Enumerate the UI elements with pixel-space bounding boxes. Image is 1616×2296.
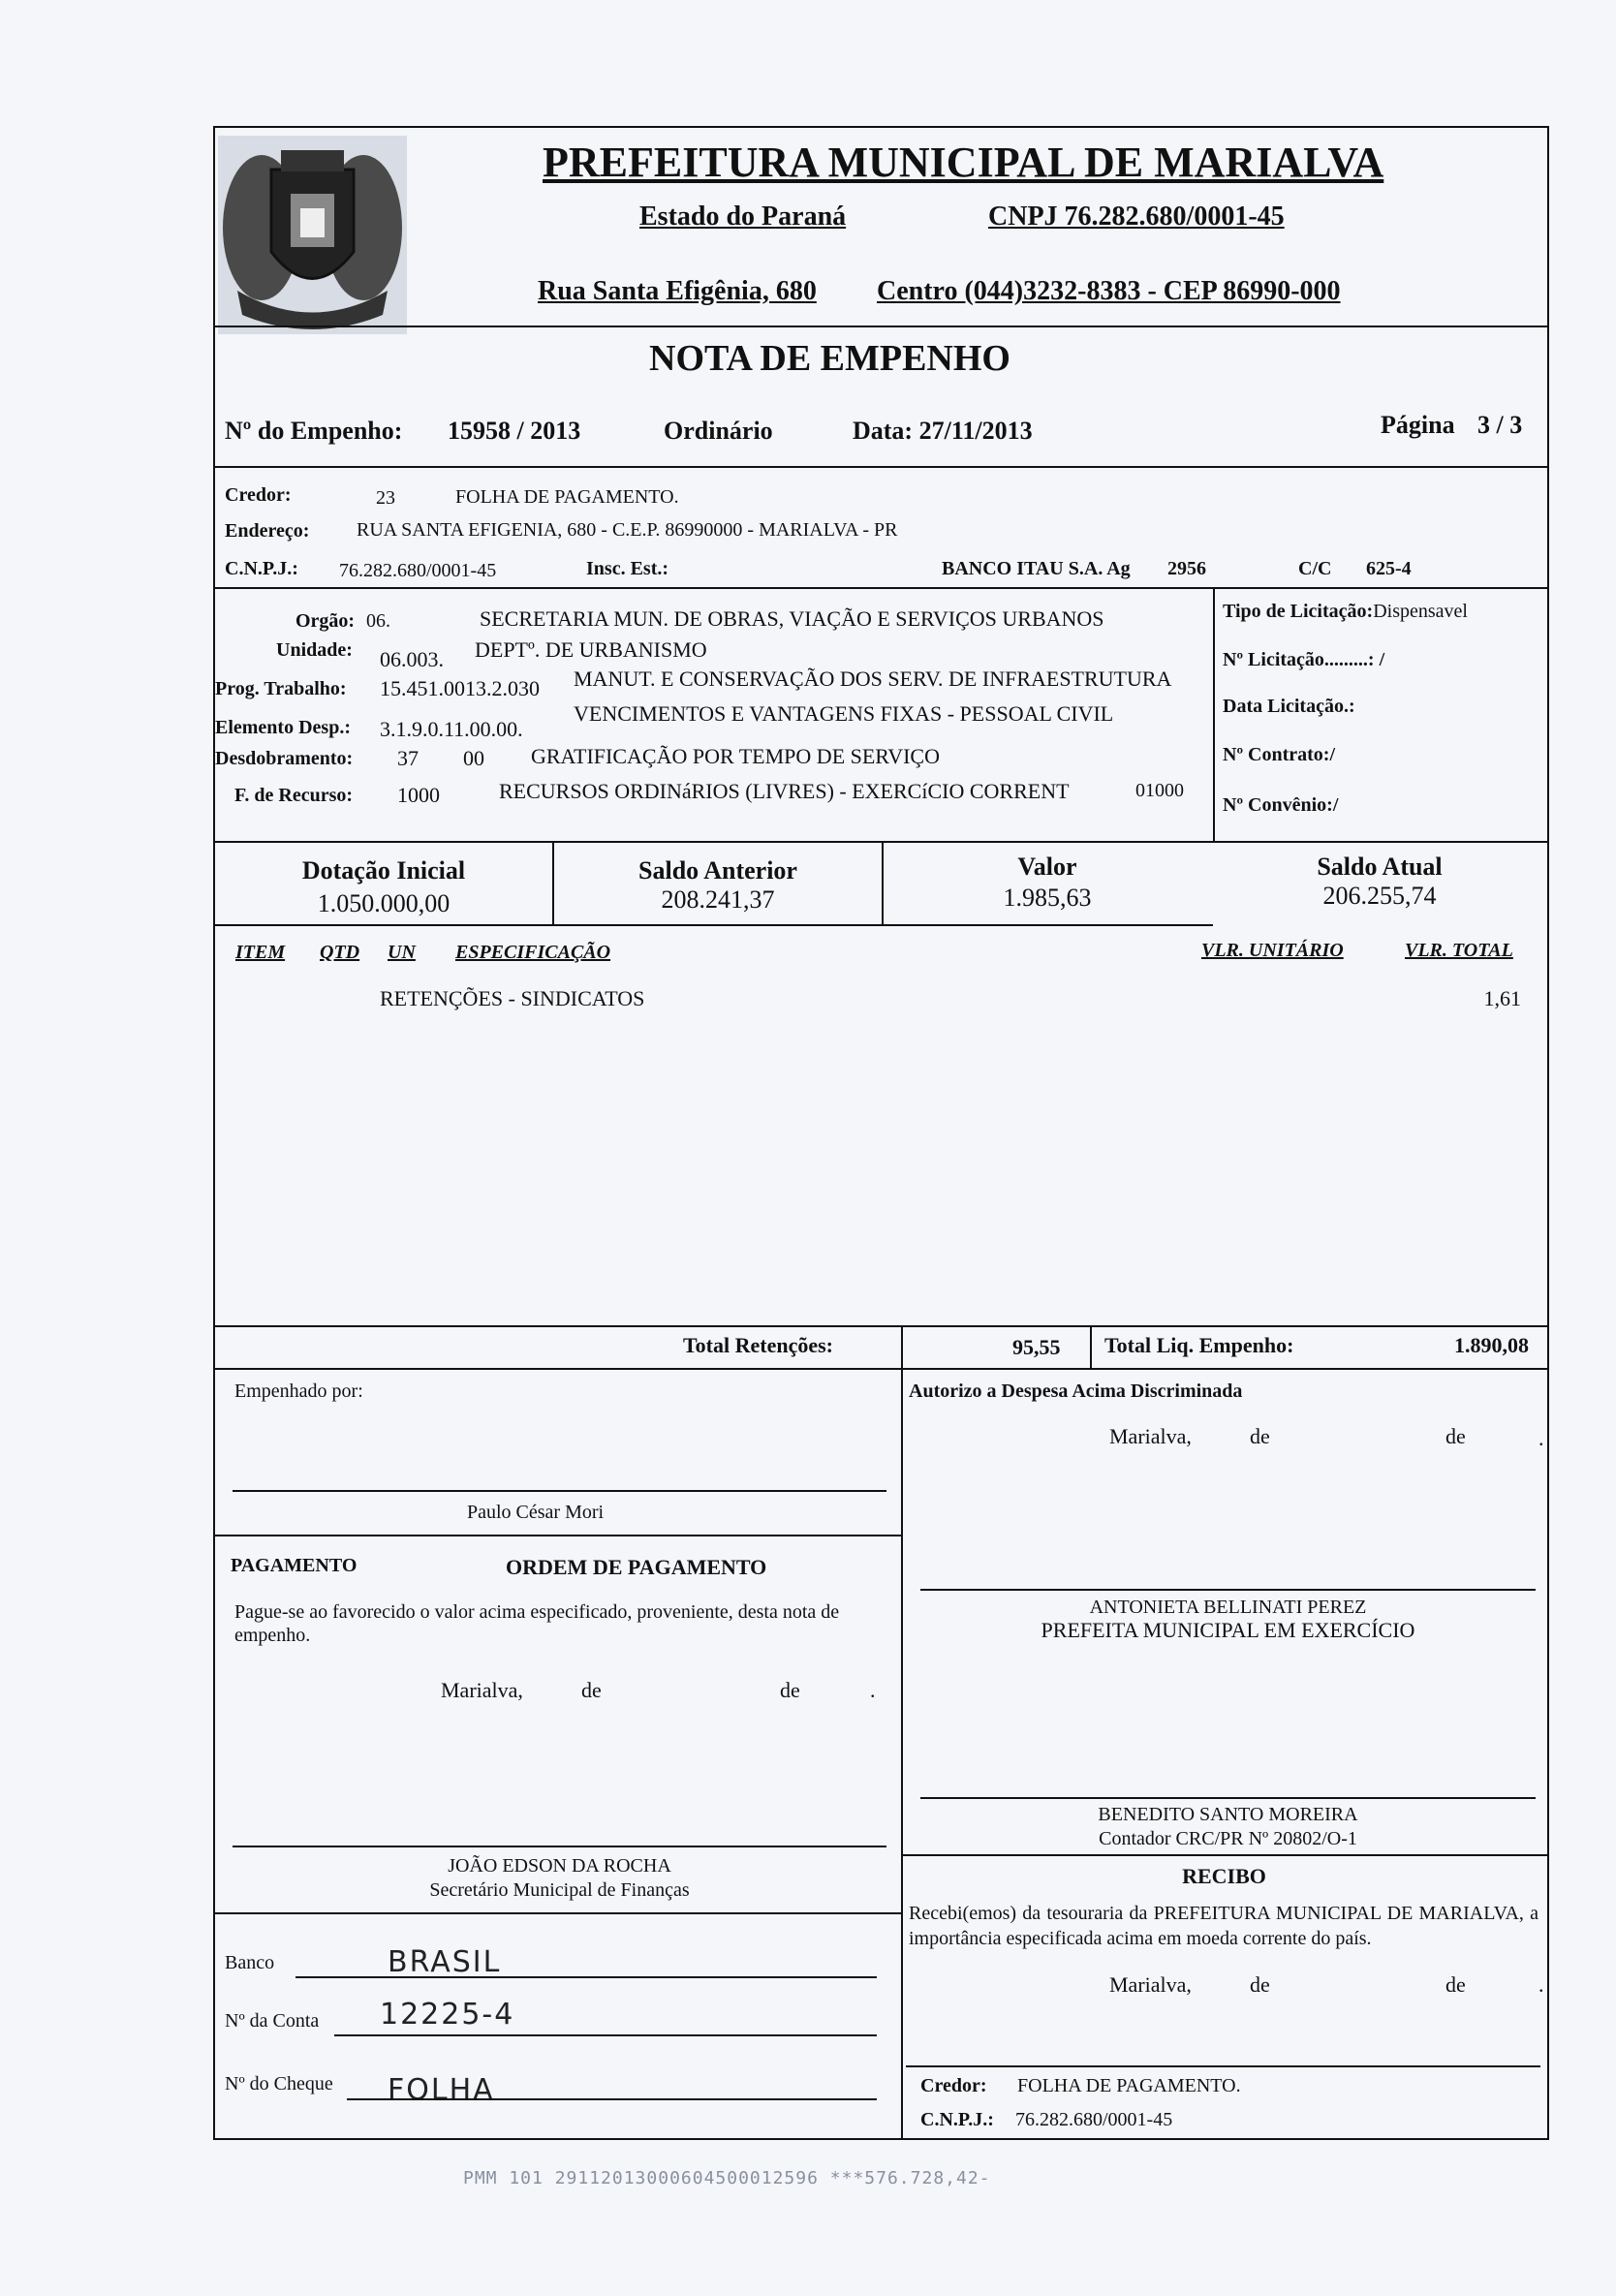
credor-code: 23	[376, 487, 395, 509]
vlr-total-col-header: VLR. TOTAL	[1405, 940, 1513, 961]
unidade-code: 06.003.	[380, 647, 444, 671]
total-retencoes-value: 95,55	[1012, 1335, 1061, 1359]
item-col-header: ITEM	[235, 942, 286, 963]
valor-value: 1.985,63	[1003, 884, 1092, 912]
autorizo-city: Marialva,	[1109, 1424, 1192, 1448]
cc-number: 625-4	[1366, 558, 1412, 579]
insc-est-label: Insc. Est.:	[586, 558, 669, 579]
recibo-city: Marialva,	[1109, 1972, 1192, 1997]
state-name: Estado do Paraná	[639, 202, 847, 232]
un-col-header: UN	[388, 942, 416, 963]
bank-name: BANCO ITAU S.A. Ag	[942, 558, 1131, 579]
elemento-code: 3.1.9.0.11.00.00.	[380, 717, 523, 741]
valor-label: Valor	[1017, 853, 1077, 881]
prog-desc: MANUT. E CONSERVAÇÃO DOS SERV. DE INFRAESTRUTURA	[574, 667, 1172, 691]
saldo-atual-label: Saldo Atual	[1317, 853, 1443, 881]
page-label: Página	[1381, 411, 1455, 439]
tipo-licitacao	[1223, 601, 1468, 623]
recibo-cnpj-label: C.N.P.J.:	[920, 2109, 994, 2130]
recibo-de-2: de	[1445, 1972, 1466, 1997]
bank-agency: 2956	[1167, 558, 1206, 579]
orgao-desc: SECRETARIA MUN. DE OBRAS, VIAÇÃO E SERVIÇOS URBANOS	[480, 606, 1104, 631]
conta-value: 12225-4	[380, 1998, 515, 2032]
numero-licitacao: Nº Licitação.........: /	[1223, 649, 1385, 670]
empenho-type: Ordinário	[664, 417, 773, 445]
recibo-de-1: de	[1250, 1972, 1270, 1997]
pague-text: Pague-se ao favorecido o valor acima especificado, proveniente, desta nota de empenho.	[234, 1601, 840, 1646]
tipo-licitacao-label: Tipo de Licitação:	[1223, 601, 1374, 622]
recibo-credor-value: FOLHA DE PAGAMENTO.	[1017, 2075, 1241, 2096]
orgao-label: Orgão:	[295, 610, 356, 632]
secretario-title: Secretário Municipal de Finanças	[429, 1879, 690, 1901]
cc-label: C/C	[1298, 558, 1332, 579]
cheque-label: Nº do Cheque	[225, 2073, 333, 2094]
saldo-atual-value: 206.255,74	[1322, 882, 1437, 910]
saldo-anterior-label: Saldo Anterior	[638, 856, 797, 884]
autorizo-de-1: de	[1250, 1424, 1270, 1448]
recibo-dot: .	[1538, 1972, 1544, 1997]
recibo-cnpj-value: 76.282.680/0001-45	[1015, 2109, 1173, 2130]
autorizo-dot: .	[1538, 1426, 1544, 1450]
dotacao-inicial-label: Dotação Inicial	[301, 856, 466, 884]
prefeita-title: PREFEITA MUNICIPAL EM EXERCÍCIO	[1041, 1618, 1415, 1642]
qtd-col-header: QTD	[320, 942, 360, 963]
unidade-label: Unidade:	[276, 639, 353, 661]
total-liquido-value: 1.890,08	[1454, 1333, 1529, 1357]
elemento-desc: VENCIMENTOS E VANTAGENS FIXAS - PESSOAL CIVIL	[574, 701, 1114, 726]
page-number: 3 / 3	[1477, 411, 1523, 439]
ordem-pagamento-label: ORDEM DE PAGAMENTO	[506, 1555, 767, 1579]
recibo-credor-label: Credor:	[920, 2075, 987, 2096]
address-header: Rua Santa Efigênia, 680	[538, 276, 817, 306]
fonte-desc: RECURSOS ORDINáRIOS (LIVRES) - EXERCíCIO CORRENT	[499, 779, 1070, 803]
address-label: Endereço:	[225, 520, 310, 542]
pagamento-dot: .	[870, 1678, 876, 1702]
fonte-code: 1000	[397, 783, 440, 807]
especificacao-col-header: ESPECIFICAÇÃO	[455, 942, 611, 963]
empenhado-por-label: Empenhado por:	[234, 1381, 363, 1402]
saldo-anterior-value: 208.241,37	[661, 885, 775, 914]
pagamento-label: PAGAMENTO	[231, 1555, 357, 1576]
elemento-label: Elemento Desp.:	[215, 717, 351, 738]
cheque-value: FOLHA	[388, 2073, 495, 2107]
item-description: RETENÇÕES - SINDICATOS	[380, 986, 645, 1010]
numero-contrato: Nº Contrato:/	[1223, 744, 1336, 765]
pagamento-de-1: de	[581, 1678, 602, 1702]
banco-value: BRASIL	[388, 1945, 502, 1979]
prog-label: Prog. Trabalho:	[215, 678, 347, 699]
data-licitacao: Data Licitação.:	[1223, 696, 1355, 717]
unidade-desc: DEPTº. DE URBANISMO	[475, 637, 707, 662]
empenho-number: 15958 / 2013	[448, 417, 581, 445]
contador-name: BENEDITO SANTO MOREIRA	[1098, 1804, 1358, 1825]
numero-convenio: Nº Convênio:/	[1223, 794, 1339, 816]
total-retencoes-label: Total Retenções:	[683, 1333, 833, 1357]
credor-cnpj: 76.282.680/0001-45	[339, 560, 497, 581]
recibo-title: RECIBO	[1182, 1864, 1266, 1888]
credor-label: Credor:	[225, 484, 292, 506]
conta-label: Nº da Conta	[225, 2010, 320, 2032]
banco-label: Banco	[225, 1952, 275, 1973]
desdobramento-subcode: 00	[463, 746, 484, 770]
empenhado-por-name: Paulo César Mori	[467, 1502, 605, 1523]
empenho-date: Data: 27/11/2013	[853, 417, 1033, 445]
fonte-label: F. de Recurso:	[234, 785, 354, 806]
orgao-code: 06.	[366, 610, 390, 632]
autorizo-text: Autorizo a Despesa Acima Discriminada	[909, 1381, 1243, 1402]
desdobramento-label: Desdobramento:	[215, 748, 354, 769]
recibo-text: Recebi(emos) da tesouraria da PREFEITURA MUNICIPAL DE MARIALVA, a importância especificada acima em moeda corrente do país.	[909, 1903, 1538, 1949]
document-title: NOTA DE EMPENHO	[649, 338, 1010, 379]
secretario-name: JOÃO EDSON DA ROCHA	[448, 1855, 671, 1877]
credor-name: FOLHA DE PAGAMENTO.	[455, 486, 679, 508]
desdobramento-desc: GRATIFICAÇÃO POR TEMPO DE SERVIÇO	[531, 744, 940, 768]
pagamento-city: Marialva,	[441, 1678, 523, 1702]
contador-title: Contador CRC/PR Nº 20802/O-1	[1099, 1828, 1357, 1849]
vlr-unitario-col-header: VLR. UNITÁRIO	[1201, 940, 1344, 961]
total-liquido-label: Total Liq. Empenho:	[1104, 1333, 1294, 1357]
tipo-licitacao-value: Dispensavel	[1373, 601, 1468, 622]
cnpj-header: CNPJ 76.282.680/0001-45	[988, 202, 1285, 232]
coat-of-arms-logo	[218, 136, 407, 334]
prog-code: 15.451.0013.2.030	[380, 676, 540, 700]
empenho-number-label: Nº do Empenho:	[225, 417, 403, 445]
bank-authentication-stamp: PMM 101 29112013000604500012596 ***576.728,42-	[463, 2168, 991, 2188]
city-hall-title: PREFEITURA MUNICIPAL DE MARIALVA	[543, 139, 1384, 186]
desdobramento-code: 37	[397, 746, 419, 770]
cnpj-label: C.N.P.J.:	[225, 558, 298, 579]
item-total-value: 1,61	[1483, 986, 1521, 1010]
dotacao-inicial-value: 1.050.000,00	[317, 889, 451, 917]
credor-address: RUA SANTA EFIGENIA, 680 - C.E.P. 86990000 - MARIALVA - PR	[357, 519, 898, 541]
fonte-number: 01000	[1135, 780, 1184, 801]
autorizo-de-2: de	[1445, 1424, 1466, 1448]
phone-cep-header: Centro (044)3232-8383 - CEP 86990-000	[877, 276, 1341, 306]
pagamento-de-2: de	[780, 1678, 800, 1702]
prefeita-name: ANTONIETA BELLINATI PEREZ	[1089, 1597, 1367, 1618]
